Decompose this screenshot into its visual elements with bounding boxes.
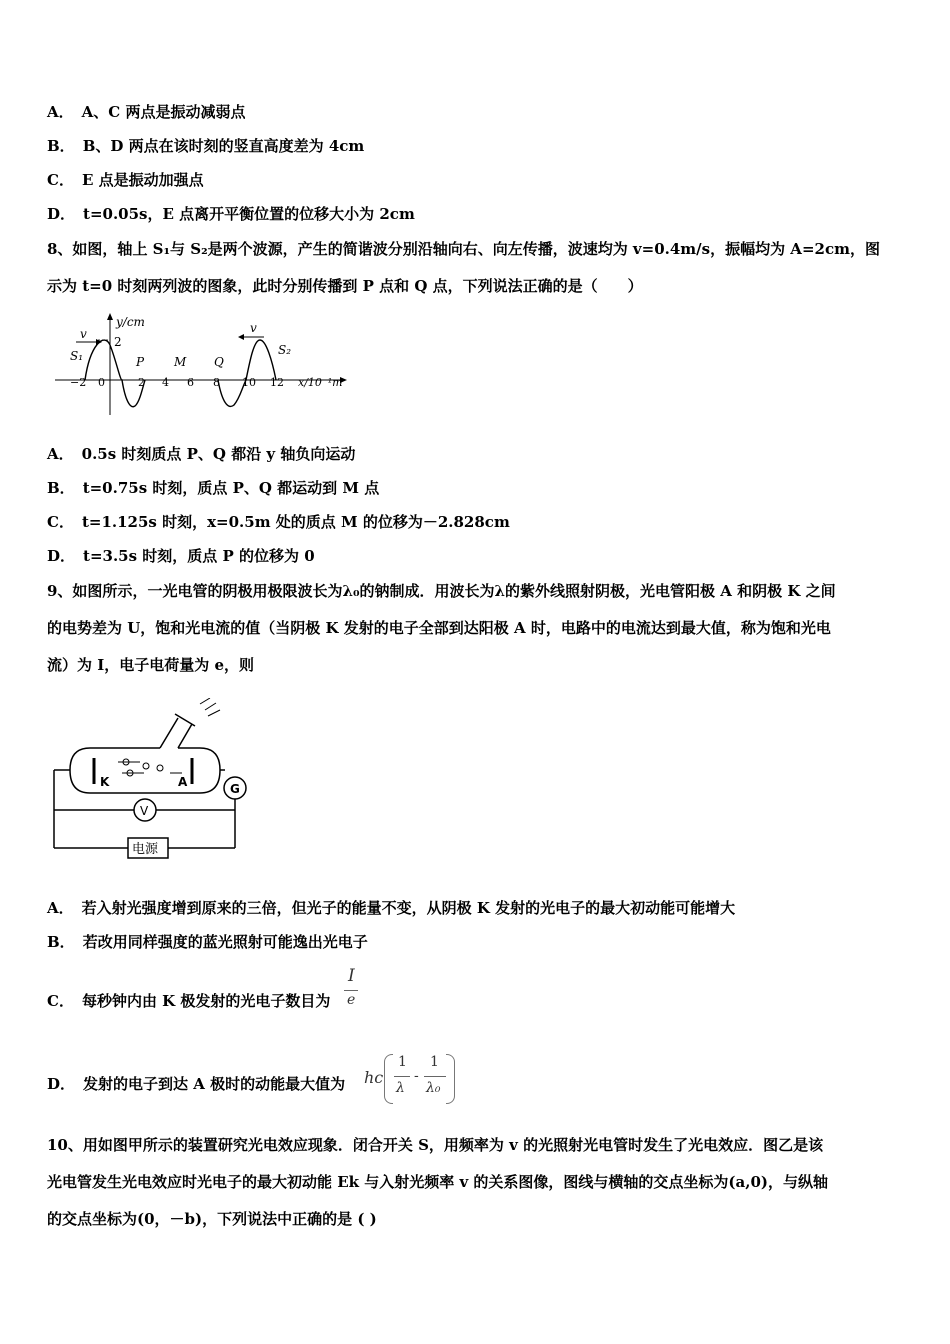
q9-option-a: A． 若入射光强度增到原来的三倍，但光子的能量不变，从阴极 K 发射的光电子的最大初动能可能增大 xyxy=(47,899,736,917)
point-p-label: P xyxy=(136,355,145,369)
y-axis-arrow xyxy=(107,313,113,320)
light-ray-2 xyxy=(205,703,216,710)
s2-label: S₂ xyxy=(278,343,292,357)
x-axis-label: x/10⁻¹m xyxy=(298,376,343,389)
q9-stem-line2: 的电势差为 U，饱和光电流的值（当阴极 K 发射的电子全部到达阳极 A 时，电路中的电流达到最大值，称为饱和光电 xyxy=(47,619,831,637)
v-arrow-left-head xyxy=(238,334,244,340)
s1-label: S₁ xyxy=(70,349,84,363)
phototube-circuit-figure xyxy=(50,698,260,863)
power-source-label: 电源 xyxy=(132,842,159,857)
q9-stem-line3: 流）为 I，电子电荷量为 e，则 xyxy=(47,656,255,674)
window-left xyxy=(160,718,178,748)
tick-0: 0 xyxy=(98,376,105,389)
amplitude-label: 2 xyxy=(114,335,122,349)
q8-stem-line1: 8、如图，轴上 S₁与 S₂是两个波源，产生的简谐波分别沿轴向右、向左传播，波速均为 v=0.4m/s，振幅均为 A=2cm，图 xyxy=(47,240,880,258)
electron-2 xyxy=(143,763,149,769)
q8-option-b: B． t=0.75s 时刻，质点 P、Q 都运动到 M 点 xyxy=(47,479,380,497)
q9-option-d: D． 发射的电子到达 A 极时的动能最大值为 xyxy=(47,1075,346,1093)
electron-4 xyxy=(157,765,163,771)
q9-stem-line1: 9、如图所示，一光电管的阴极用极限波长为λ₀的钠制成．用波长为λ的紫外线照射阴极，光电管阳极 A 和阴极 K 之间 xyxy=(47,582,836,600)
formula-max-kinetic-energy: hc 1 λ - 1 λ₀ xyxy=(362,1050,458,1108)
cathode-label: K xyxy=(100,775,110,789)
q7-option-b: B． B、D 两点在该时刻的竖直高度差为 4cm xyxy=(47,137,365,155)
fraction-i-over-e: I e xyxy=(344,966,360,1014)
wave-s2 xyxy=(218,340,276,406)
q7-option-c: C． E 点是振动加强点 xyxy=(47,171,204,189)
voltmeter-label: V xyxy=(140,804,149,818)
tick-6: 6 xyxy=(187,376,194,389)
y-axis-label: y/cm xyxy=(116,315,145,329)
wave-s1 xyxy=(85,340,145,407)
tick-neg2: −2 xyxy=(70,376,87,389)
v-label-left: v xyxy=(80,327,87,341)
light-ray-3 xyxy=(208,710,220,716)
tick-4: 4 xyxy=(162,376,169,389)
tick-10: 10 xyxy=(242,376,256,389)
light-ray-1 xyxy=(200,698,210,704)
q8-stem-line2: 示为 t=0 时刻两列波的图象，此时分别传播到 P 点和 Q 点，下列说法正确的是（ ） xyxy=(47,277,643,295)
q9-option-c: C． 每秒钟内由 K 极发射的光电子数目为 xyxy=(47,992,331,1010)
tick-12: 12 xyxy=(270,376,284,389)
q7-option-d: D． t=0.05s，E 点离开平衡位置的位移大小为 2cm xyxy=(47,205,415,223)
q8-option-a: A． 0.5s 时刻质点 P、Q 都沿 y 轴负向运动 xyxy=(47,445,356,463)
tick-2: 2 xyxy=(138,376,145,389)
tick-8: 8 xyxy=(213,376,220,389)
q10-stem-line1: 10、用如图甲所示的装置研究光电效应现象．闭合开关 S，用频率为 v 的光照射光电管时发生了光电效应．图乙是该 xyxy=(47,1136,824,1154)
q8-option-c: C． t=1.125s 时刻，x=0.5m 处的质点 M 的位移为－2.828cm xyxy=(47,513,510,531)
galvanometer-label: G xyxy=(230,782,240,796)
v-label-right: v xyxy=(250,321,257,335)
point-m-label: M xyxy=(174,355,187,369)
wave-figure xyxy=(50,310,350,420)
q10-stem-line3: 的交点坐标为(0，－b)，下列说法中正确的是 ( ) xyxy=(47,1210,377,1228)
q7-option-a: A． A、C 两点是振动减弱点 xyxy=(47,103,246,121)
q10-stem-line2: 光电管发生光电效应时光电子的最大初动能 Ek 与入射光频率 v 的关系图像，图线与横轴的交点坐标为(a,0)，与纵轴 xyxy=(47,1173,829,1191)
q8-option-d: D． t=3.5s 时刻，质点 P 的位移为 0 xyxy=(47,547,315,565)
anode-label: A xyxy=(178,775,188,789)
point-q-label: Q xyxy=(214,355,224,369)
window-cap xyxy=(175,714,195,726)
window-right xyxy=(178,724,192,748)
q9-option-b: B． 若改用同样强度的蓝光照射可能逸出光电子 xyxy=(47,933,368,951)
